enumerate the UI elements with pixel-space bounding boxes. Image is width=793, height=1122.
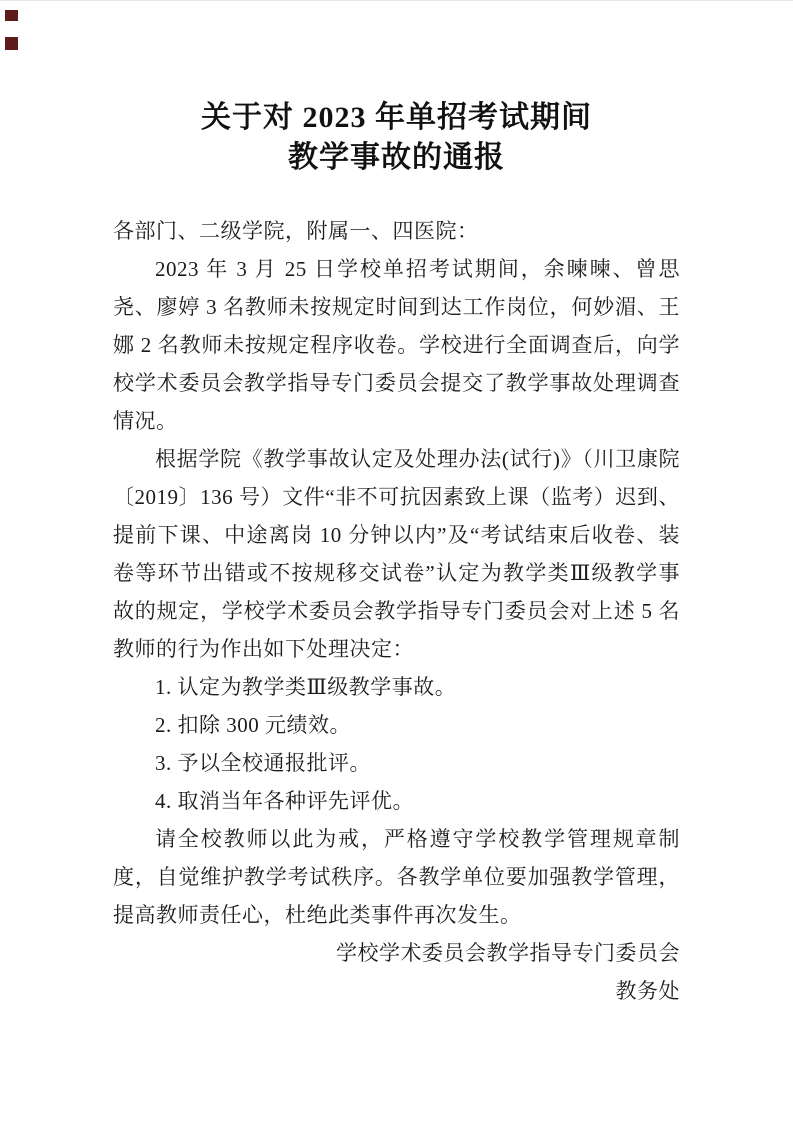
corner-mark-bottom	[5, 37, 18, 50]
paragraph-incident: 2023 年 3 月 25 日学校单招考试期间，余暕暕、曾思尧、廖婷 3 名教师未按规定时间到达工作岗位，何妙湄、王娜 2 名教师未按规定程序收卷。学校进行全面调查后，向学校学术委员会教学指导专门委员会提交了教学事故处理调查情况。	[113, 257, 680, 433]
corner-mark-top	[5, 10, 18, 21]
decision-item-3: 3. 予以全校通报批评。	[155, 751, 371, 775]
document-body	[113, 212, 680, 1010]
notice-document	[113, 0, 680, 1010]
signature-office: 教务处	[615, 979, 680, 1003]
decision-item-2: 2. 扣除 300 元绩效。	[155, 713, 351, 737]
paragraph-closing: 请全校教师以此为戒，严格遵守学校教学管理规章制度，自觉维护教学考试秩序。各教学单位要加强教学管理，提高教师责任心，杜绝此类事件再次发生。	[113, 827, 680, 927]
paragraph-regulation: 根据学院《教学事故认定及处理办法(试行)》（川卫康院〔2019〕136 号）文件“非不可抗因素致上课（监考）迟到、提前下课、中途离岗 10 分钟以内”及“考试结束后收卷、装卷等环节出错或不按规移交试卷”认定为教学类Ⅲ级教学事故的规定，学校学术委员会教学指导专门委员会对上述 5 名教师的行为作出如下处理决定：	[113, 447, 680, 661]
title-line-1: 关于对 2023 年单招考试期间	[201, 101, 592, 134]
signature-committee: 学校学术委员会教学指导专门委员会	[336, 941, 680, 965]
document-title	[113, 0, 680, 178]
title-line-2: 教学事故的通报	[288, 141, 505, 174]
salutation: 各部门、二级学院，附属一、四医院：	[113, 219, 479, 243]
decision-item-1: 1. 认定为教学类Ⅲ级教学事故。	[155, 675, 457, 699]
decision-item-4: 4. 取消当年各种评先评优。	[155, 789, 414, 813]
